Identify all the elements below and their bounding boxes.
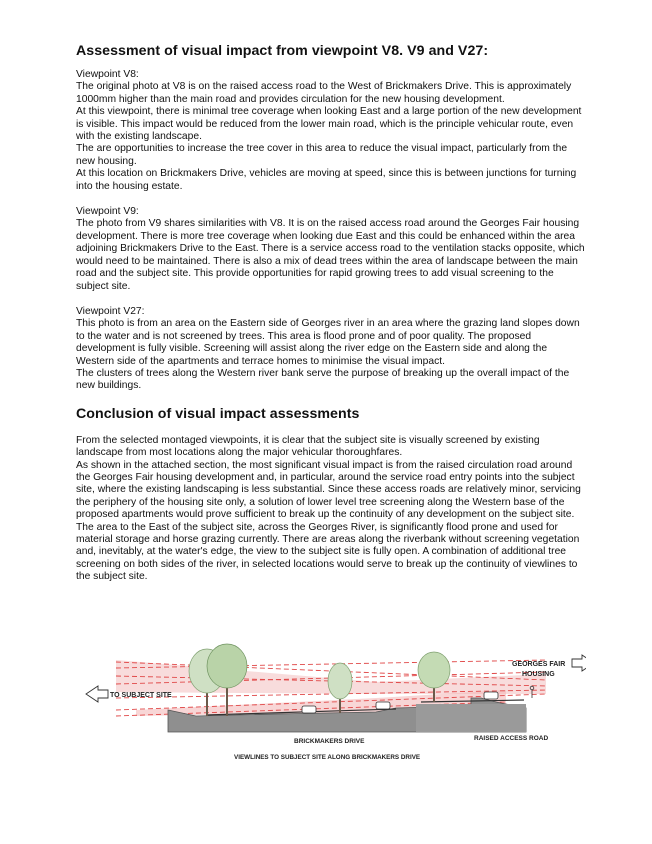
raised-road-base <box>416 704 526 732</box>
section-drawing <box>76 636 586 766</box>
viewpoint-title: Viewpoint V27: <box>76 305 145 317</box>
arrow-right-icon <box>572 655 586 671</box>
viewline-section-diagram <box>76 636 586 766</box>
arrow-left-icon <box>86 686 108 702</box>
paragraph: The original photo at V8 is on the raised access road to the West of Brickmakers Drive. This is approximately 1000mm higher than the main road and provides circulation for the new housing development. <box>76 81 572 105</box>
viewpoint-section <box>76 69 586 193</box>
paragraph: As shown in the attached section, the most significant visual impact is from the raised circulation road around the Georges Fair housing development and, in particular, around the service road entry points into the subject site, where the existing landscaping is less substantial. Since these access roads are relatively minor, servicing the periphery of the housing site only, a solution of lower level tree screening along the Western base of the proposed apartments would prove sufficient to break up the continuity of any development on the subject site. <box>76 459 581 521</box>
label-to-subject-site: TO SUBJECT SITE <box>110 692 172 699</box>
diagram-caption: VIEWLINES TO SUBJECT SITE ALONG BRICKMAKERS DRIVE <box>234 754 421 761</box>
paragraph: At this viewpoint, there is minimal tree coverage when looking East and a large portion of the new development is visible. This impact would be reduced from the lower main road, which is the principle vehicular route, even with the existing landscape. <box>76 106 582 143</box>
car <box>376 702 390 709</box>
viewpoint-title: Viewpoint V8: <box>76 69 139 80</box>
paragraph: The photo from V9 shares similarities with V8. It is on the raised access road around the Georges Fair housing development. There is more tree coverage when looking due East and this could be enhanced within the area adjoining Brickmakers Drive to the East. There is a service access road to the ventilation stacks opposite, which would need to be maintained. There is also a mix of dead trees within the area of landscape between the main road and the subject site. This provide opportunities for rapid growing trees to add visual screening to the subject site. <box>76 218 585 292</box>
paragraph: From the selected montaged viewpoints, it is clear that the subject site is visually screened by existing landscape from most locations along the major vehicular thoroughfares. <box>76 434 540 459</box>
viewline <box>116 660 546 668</box>
label-housing: HOUSING <box>522 671 555 678</box>
paragraph: The area to the East of the subject site, across the Georges River, is significantly flood prone and used for material storage and horse grazing currently. There are areas along the riverbank without screening vegetation and, inevitably, at the water's edge, the view to the subject site is fully open. A combination of additional tree screening on both sides of the river, in selected locations would serve to break up the continuity of viewlines to the subject site. <box>76 521 580 583</box>
heading-assessment: Assessment of visual impact from viewpoint V8. V9 and V27: <box>76 43 489 59</box>
label-georges-fair: GEORGES FAIR <box>512 661 566 668</box>
car <box>302 706 316 713</box>
paragraph: At this location on Brickmakers Drive, vehicles are moving at speed, since this is between junctions for turning into the housing estate. <box>76 168 577 192</box>
conclusion-section <box>76 435 586 584</box>
car <box>484 692 498 699</box>
paragraph: The are opportunities to increase the tree cover in this area to reduce the visual impact, particularly from the new housing. <box>76 143 568 167</box>
paragraph: The clusters of trees along the Western river bank serve the purpose of breaking up the overall impact of the new buildings. <box>76 367 570 392</box>
heading-conclusion: Conclusion of visual impact assessments <box>76 405 360 422</box>
viewpoint-section <box>76 306 586 393</box>
paragraph: This photo is from an area on the Eastern side of Georges river in an area where the grazing land slopes down to the water and is not screened by trees. This area is flood prone and of poor quality. The proposed development is fully visible. Screening will assist along the river edge on the Eastern side and along the Western side of the apartments and terrace homes to minimise the visual impact. <box>76 318 580 367</box>
document-page <box>76 42 586 584</box>
viewpoint-title: Viewpoint V9: <box>76 206 139 218</box>
label-brickmakers-drive: BRICKMAKERS DRIVE <box>294 738 365 745</box>
label-raised-access-road: RAISED ACCESS ROAD <box>474 735 549 742</box>
viewpoints-section <box>76 69 586 393</box>
viewpoint-section <box>76 206 586 293</box>
